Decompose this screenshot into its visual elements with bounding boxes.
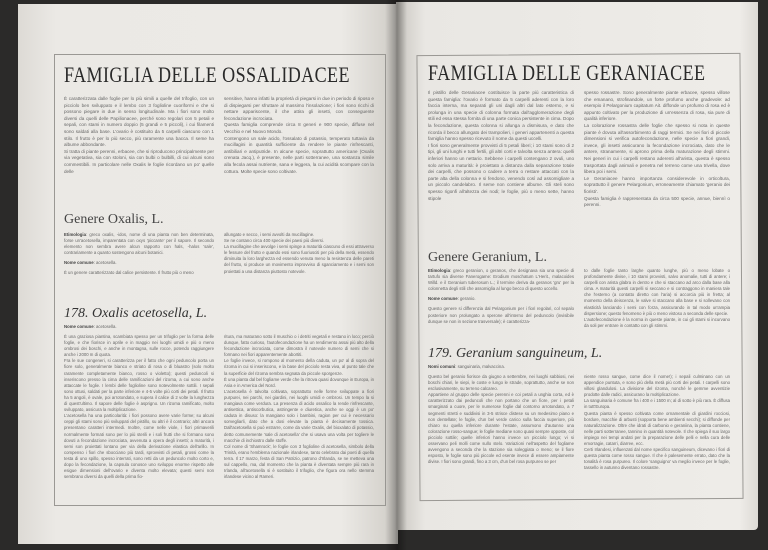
etymology-label: Etimologia (64, 232, 86, 237)
genus-section (64, 232, 374, 277)
species-section (428, 374, 730, 472)
species-heading: 178. Oxalis acetosella, L. (64, 306, 208, 321)
paragraph: È una pianta dal bel fogliame verde che la ritrova quasi dovunque in Europa, in Asia e in America del Nord. (224, 376, 375, 388)
paragraph: È una graziosa piantina, scambiata spesso per un trifoglio per la forma delle foglie, e che fiorisce in aprile e in maggio nei luoghi umidi e più o meno ombrosi dei boschi, e anche in montagna, sulle rocce, potendo raggiungere anche i 2000 m di quota. (64, 334, 214, 358)
paragraph: Appartiene al gruppo delle specie perenni e coi petali a unghia corta, ed è caratterizzato dai peduncoli che non portano che un fiore, per i petali smarginati a cuore, per le numerose foglie dal contorno arrotondato, a 7 segmenti stretti e suddivisi in 3-5 strisce distese su un medesimo piano e non dentellate; le foglie, d'un bel verde carico sulla faccia superiore, più chiaro su quella inferiore durante l'estate, assumono d'autunno una colorazione rosso-sangue; le foglie mediane sono quasi sempre opposte, col picciolo sottile; quelle inferiori hanno invece un picciolo lungo; vi si osservano peli molli come sullo stelo. Variazioni nell'aspetto del fogliame avvengono a seconda che la stazione sia soleggiata o meno; se il fiore esposto, le foglie sono più piccole ed esente invece di essere ampiamente divise. I fiori sono grandi, fino a 3 cm, d'un bel rosa purpureo se per (428, 392, 574, 465)
common-name: : acetosella. (93, 260, 117, 266)
paragraph: Certi Irlandesi, influenzati dal nome specifico sanguineum, dicevano i fiori di questa pianta come rosso sangue. Il che è palesemente errato, dato che la tonalità è rosa purpureo. Il colore 'sanguigno' va meglio invece per le foglie, tassello in autunno diventano rossastre. (584, 447, 730, 471)
paragraph: Le Geraniacee hanno importanza considerevole in orticoltura, soprattutto il genere Pelargonium, erroneamente chiamato 'geranio dei fioristi'. (584, 175, 730, 194)
paragraph: Questa famiglia comprende circa 8 generi e 900 specie, diffuse nel Vecchio e nel Nuovo Mondo. (224, 122, 374, 134)
paragraph: L'acetosella ha una particolarità: i fiori possono avere varie forme; su alcuni ceppi gli stami sono più sviluppati del pistillo, su altri è il contrario; altri ancora presentano caratteri intermedi. Inoltre, come nelle viole, i fiori primaverili normalmente formati sono per lo più sterili e i soli frutti che si formano sono dovuti a fecondazione incrociata, avvenuta a opera degli insetti; a maturità, i semi son proiettati lontano per via della derivazione elastica dell'arillo. In compenso i fiori che sbocciano più tardi, sprovvisti di petali, grossi come la testa di uno spillo, spesso interrati, sono retti da un peduncolo molto corto e, dopo la fecondazione, la capsula conosce uno sviluppo enorme rispetto alle esigue dimensioni dell'ovario e diventa molto elevata; questi semi non sembrano diversi da quelli della prima fio- (64, 413, 214, 480)
paragraph: Col nome di 'Shamrock', le foglie con 3 foglioline di acetosella, simbolo della Trinità, erano l'emblema nazionale irlandese, tanto celebrato dai poeti di quella terra. Il 17 marzo, festa di San Patrizio, patrono d'Irlanda, se ne metteva una sul cappello, ma, dal momento che la pianta è diventata sempre più rara in Irlanda, all'acetosella si è sostituito il trifoglio, che figura ora nello stemma irlandese vicino al Rameri. (224, 443, 374, 480)
paragraph: allungato e secco, i semi avvolti da mucillagine. (224, 232, 315, 237)
paragraph: to dalle foglie tanto larghe quanto lunghe, più o meno lobate o profondamente divise, i 10 stami provvisti, salvo anomalie, tutti di antere; i carpelli con arista glabra in dentro e che si staccano ad arco dalla base alla cima. A maturità questi carpelli si seccano e si contraggono in maniera tale che l'esterno (a contatto diretto con l'aria) si accorcia più in fretta; al momento della deiscenza, le valve si staccano alla base e si sollevano con elasticità lanciando i semi con forza, assicurando in tal modo un'ampia dispersione; questo fenomeno è più o meno vistoso a seconda delle specie. (584, 268, 730, 316)
paragraph: Contengono un sale acido, l'ossalato di potassio, temperato tuttavia da mucillagini in quantità sufficiente da rendere le piante rinfrescanti, antibiliari e antiputride. In alcune specie, soprattutto americane (Oxalis crenata Jacq.), è presente, nelle parti sotterranee, una sostanza simile alla fecola assai nutriente, sana e leggera, la cui acidità scompare con la cottura. Molte specie sono coltivate. (224, 135, 374, 174)
common-name-label: Nome comune (64, 324, 94, 329)
paragraph: Questo genere si differenzia dal Pelargonium per i fiori regolari, col sepalo posteriore non prolungato a sperone all'interno del peduncolo (invisibile dunque se non in sezione trasversale); è caratterizza- (428, 306, 574, 324)
paragraph: Si tratta di piante perenni, erbacee, che si riproducono principalmente per via vegetativa, sia con stoloni, sia con bulbi o bulbilli, di cui alcuni sono commestibili. In particolare nelle Oxalis le foglie ricordano un po' quelle delle (64, 148, 214, 174)
paragraph: La colorazione rossastra delle foglie che spesso si nota in queste piante è dovuta all'assorbimento di raggi termici. Se nei fiori di piccole dimensioni si verifica autofecondazione, nelle specie a fiori grandi, invece, gli insetti assicurano la fecondazione incrociata, dato che le antere, stranamente, si aprono prima della maturazione degli stimmi. Nei generi in cui i carpelli restano aderenti all'arista, questa è spesso trasportata dagli animali e penetra nel terreno come una trivella, dove libera poi i semi. (584, 122, 730, 175)
paragraph: Fra le sue congeneri, si caratterizza per il fatto che ogni peduncolo porta un fiore solo, generalmente bianco e striato di rosa o di bluastro (solo molto raramente completamente bianco, rosso o violetto); questi peduncoli si inseriscono presso la cima delle ramificazioni del rizoma, a cui sono anche attaccate le foglie. I lembi delle foglioline sono notevolmente sottili. I sepali sono ottusi, saldati per la parte inferiore e 4-5 volte più corti dei petali. Il frutto ha 5 angoli, è ovale, poi arrotondato, e supera il calice di 2 volte la lunghezza di quest'ultimo. Il sapore delle foglie è asprigno. Un rizoma ramificato, molto sviluppato, assicura la moltiplicazione. (64, 358, 214, 413)
paragraph: Se ne contano circa 400 specie dei paesi più diversi. (224, 238, 325, 244)
paragraph: È un genere caratterizzato dal calice persistente. Il frutto più o meno (64, 270, 194, 276)
paragraph: L'acetosella è talvolta coltivata, soprattutto nelle forme sviluppate a fiori purpurei, nei parchi, nei giardini, nei luoghi umidi e ombrosi. Un tempo la si mangiava come verdura. La presenza di acido ossalico la rende rinfrescante, antisettica, antiscorbutica, astringente e diuretica, anche se oggi è un po' caduta in disuso: la mangiano solo i bambini, ragion per cui è necessario sorvegliarli, dato che a dosi elevate la pianta è decisamente tossica. Dall'acetosella si può estrarre, come da varie Oxalis, del bioxalato di potassio, detto comunemente 'sale di acetosella' che si usava una volta per togliere le macchie di inchiostro dalle stoffe. (224, 388, 374, 443)
paragraph: La sanguinaria è comune fra i 400 e i 1500 m; al di sotto è più rara. È diffusa in tutt'Europa. (584, 398, 730, 410)
right-page (396, 2, 758, 530)
common-name: : geranio. (457, 296, 476, 302)
genus-heading: Genere Geranium, L. (428, 250, 547, 265)
paragraph: ritura, ma maturano sotto il muschio o i detriti vegetali e restano in loco; perciò dunque, fatto curioso, l'autofecondazione ha un rendimento assai più alto della fecondazione incrociata, come dimostra il notevole numero di semi che si formano nei fiori apparentemente abortiti. (224, 334, 374, 358)
genus-heading: Genere Oxalis, L. (64, 212, 164, 227)
common-name: : sanguinaria, malvaccina. (455, 364, 505, 369)
paragraph: niente rosso sangue, come dice il nome!); i sepali culminano con un appendice puntuta, e sono più della metà più corti dei petali. I carpelli sono villosi glandulosi. La divisione del rizoma, nonché le gemme avventizie prodotte dalle radici, assicurano la moltiplicazione. (584, 374, 730, 398)
paragraph: Questa famiglia è rappresentata da circa 500 specie, annue, biennì o perenni. (584, 195, 730, 208)
species-heading: 179. Geranium sanguineum, L. (428, 346, 603, 361)
paragraph: Questa pianta è spesso coltivata come ornamentale di giardini rocciosi, bordure, macchie di arbusti (sopporta bene ambienti secchi); si diffonde per naturalizzazione. Oltre che idrati di carbonio e geraniina, la pianta contiene, nelle parti sotterranee, tannino in quantità notevole. Il che spiega il suo largo impiego nei tempi andati per la preparazione delle pelli e nella cura delle emorragie, catarri, diarree, ecc. (584, 410, 730, 447)
family-intro (64, 96, 374, 175)
paragraph: La mucillagine che avvolge i semi spinge a maturità ciascuno di essi attraverso le fessure del frutto e quando essi sono fuoriusciti per più della metà, essendo diminuita la loro larghezza ed essendo venuta meno la resistenza delle pareti del frutto, si produce un movimento improvviso di sganciamento e i semi son proiettati a una distanza piuttosto notevole. (224, 244, 374, 274)
family-title: FAMIGLIA DELLE GERANIACEE (428, 60, 706, 85)
etymology-label: Etimologia (428, 268, 450, 273)
paragraph: spesso rossastre. Sono generalmente piante erbacee, spesso villose che emanano, strofinandole, un forte profumo anche gradevole: ad esempio il Pelargonium capitatum Ait. diffonde un profumo di rosa ed è appunto coltivato per la produzione di un'essenza di rosa, sia pure di qualità inferiore. (584, 90, 730, 122)
paragraph: I fiori sono generalmente provvisti di 5 petali liberi; i 10 stami sono di 2 tipi, gli uni lunghi e tutti fertili, gli altri corti e talvolta senza antera: quelli inferiori hanno un nettario. Sebbene i carpelli contengano 2 ovuli, uno solo arriva a maturità: è proiettato a distanza dalla separazione totale dei carpelli, che possono o cadere a terra o restare attaccati con la parte alta della colonna e si fendono, venendo così ad assomigliare a un piccolo candelabro. Il seme non contiene albume. Gli steli sono spesso rigonfi all'altezza dei nodi; le foglie, più o meno sette, hanno stipole (428, 142, 574, 201)
left-page (18, 4, 398, 544)
paragraph: L'autofecondazione è la norma in queste piante, in cui gli stami si incurvano da soli per entrare in contatto con gli stimmi. (584, 316, 730, 328)
paragraph: È caratterizzata dalle foglie per lo più simili a quelle del trifoglio, con un picciolo ben sviluppato e il lembo con 3 foglioline cuoriformi e che si possono piegare in due in senso longitudinale. Ma i fiori sono molto diversi da quelli delle Papilionacee, perché sono regolari con 5 petali e sepali, con stami in numero doppio (5 grandi e 5 piccoli), i cui filamenti sono saldati alla base. L'ovario è costituito da 5 carpelli ciascuno con 1 stilo. Il frutto è per lo più secco, più raramente una bacca. Il seme ha albume abbondante. (64, 96, 214, 148)
etymology-text: : greco oxalis, -idos, nome di una pianta non ben determinata, forse un'acetosella, imparentata con oxys 'piccante' per il sapore. Il secondo elemento non sembra avere alcun rapporto con hals, -halos 'sale', contrariamente a quanto sostengono alcuni botanici. (64, 232, 214, 256)
etymology-text: : greco geranion, o geranos, che designava sia una specie di tartufo sia diverse Fanerogame: Erodium moschatum L'Herit., malacoides Willd. e il Geranium tuberosum L.; il termine deriva da geranos 'gru' per la colonnetta degli stili che assomiglia al lungo becco di questo uccello. (428, 268, 574, 292)
common-name-label: Nome comune (64, 260, 94, 266)
genus-section (428, 268, 730, 329)
family-intro (428, 90, 730, 209)
common-name-label: Nomi comuni (428, 364, 456, 369)
species-section (64, 334, 374, 480)
family-title: FAMIGLIA DELLE OSSALIDACEE (64, 62, 350, 87)
common-name-label: Nome comune (428, 296, 458, 302)
common-name: : acetosella. (93, 324, 117, 329)
paragraph: sensitive, hanno infatti la proprietà di piegarsi in due in periodo di riposo e di dispiegarsi per sfruttare al massimo l'insolazione; i fiori sono ricchi di nettare appariscente, il che attira gli insetti, con conseguente fecondazione incrociata. (224, 96, 374, 121)
book-gutter (385, 0, 407, 550)
paragraph: Questo bel geranio fiorisce da giugno a settembre, nei luoghi sabbiosi, nei boschi chiari, le siepi, le coste e lungo le strade, soprattutto, anche se non esclusivamente, su terreno calcareo. (428, 374, 574, 392)
paragraph: Il pistillo delle Geraniacee costituisce la parte più caratteristica di questa famiglia: l'ovario è formato da 5 carpelli aderenti con la loro faccia interna, ma separati gli uni dagli altri dal lato esterno, e si prolunga in una specie di colonna formata dall'agglomerazione degli stili ed essa stessa fornita di una parte conica persistente in cima. Dopo la fecondazione, questa colonna si allunga a dismisura, e dato che ricorda il becco allungato dei trampolieri, i generi appartenenti a questa famiglia hanno spesso ricevuto il nome da questi uccelli. (428, 90, 574, 142)
paragraph: Le foglie invece, si rompono al momento della caduta, un po' al di sopra del rizoma in cui si inseriscono, e la base del picciolo resta viva, al punto tale che la superficie del rizoma sembra segnata da piccole sporgenze. (224, 358, 374, 376)
